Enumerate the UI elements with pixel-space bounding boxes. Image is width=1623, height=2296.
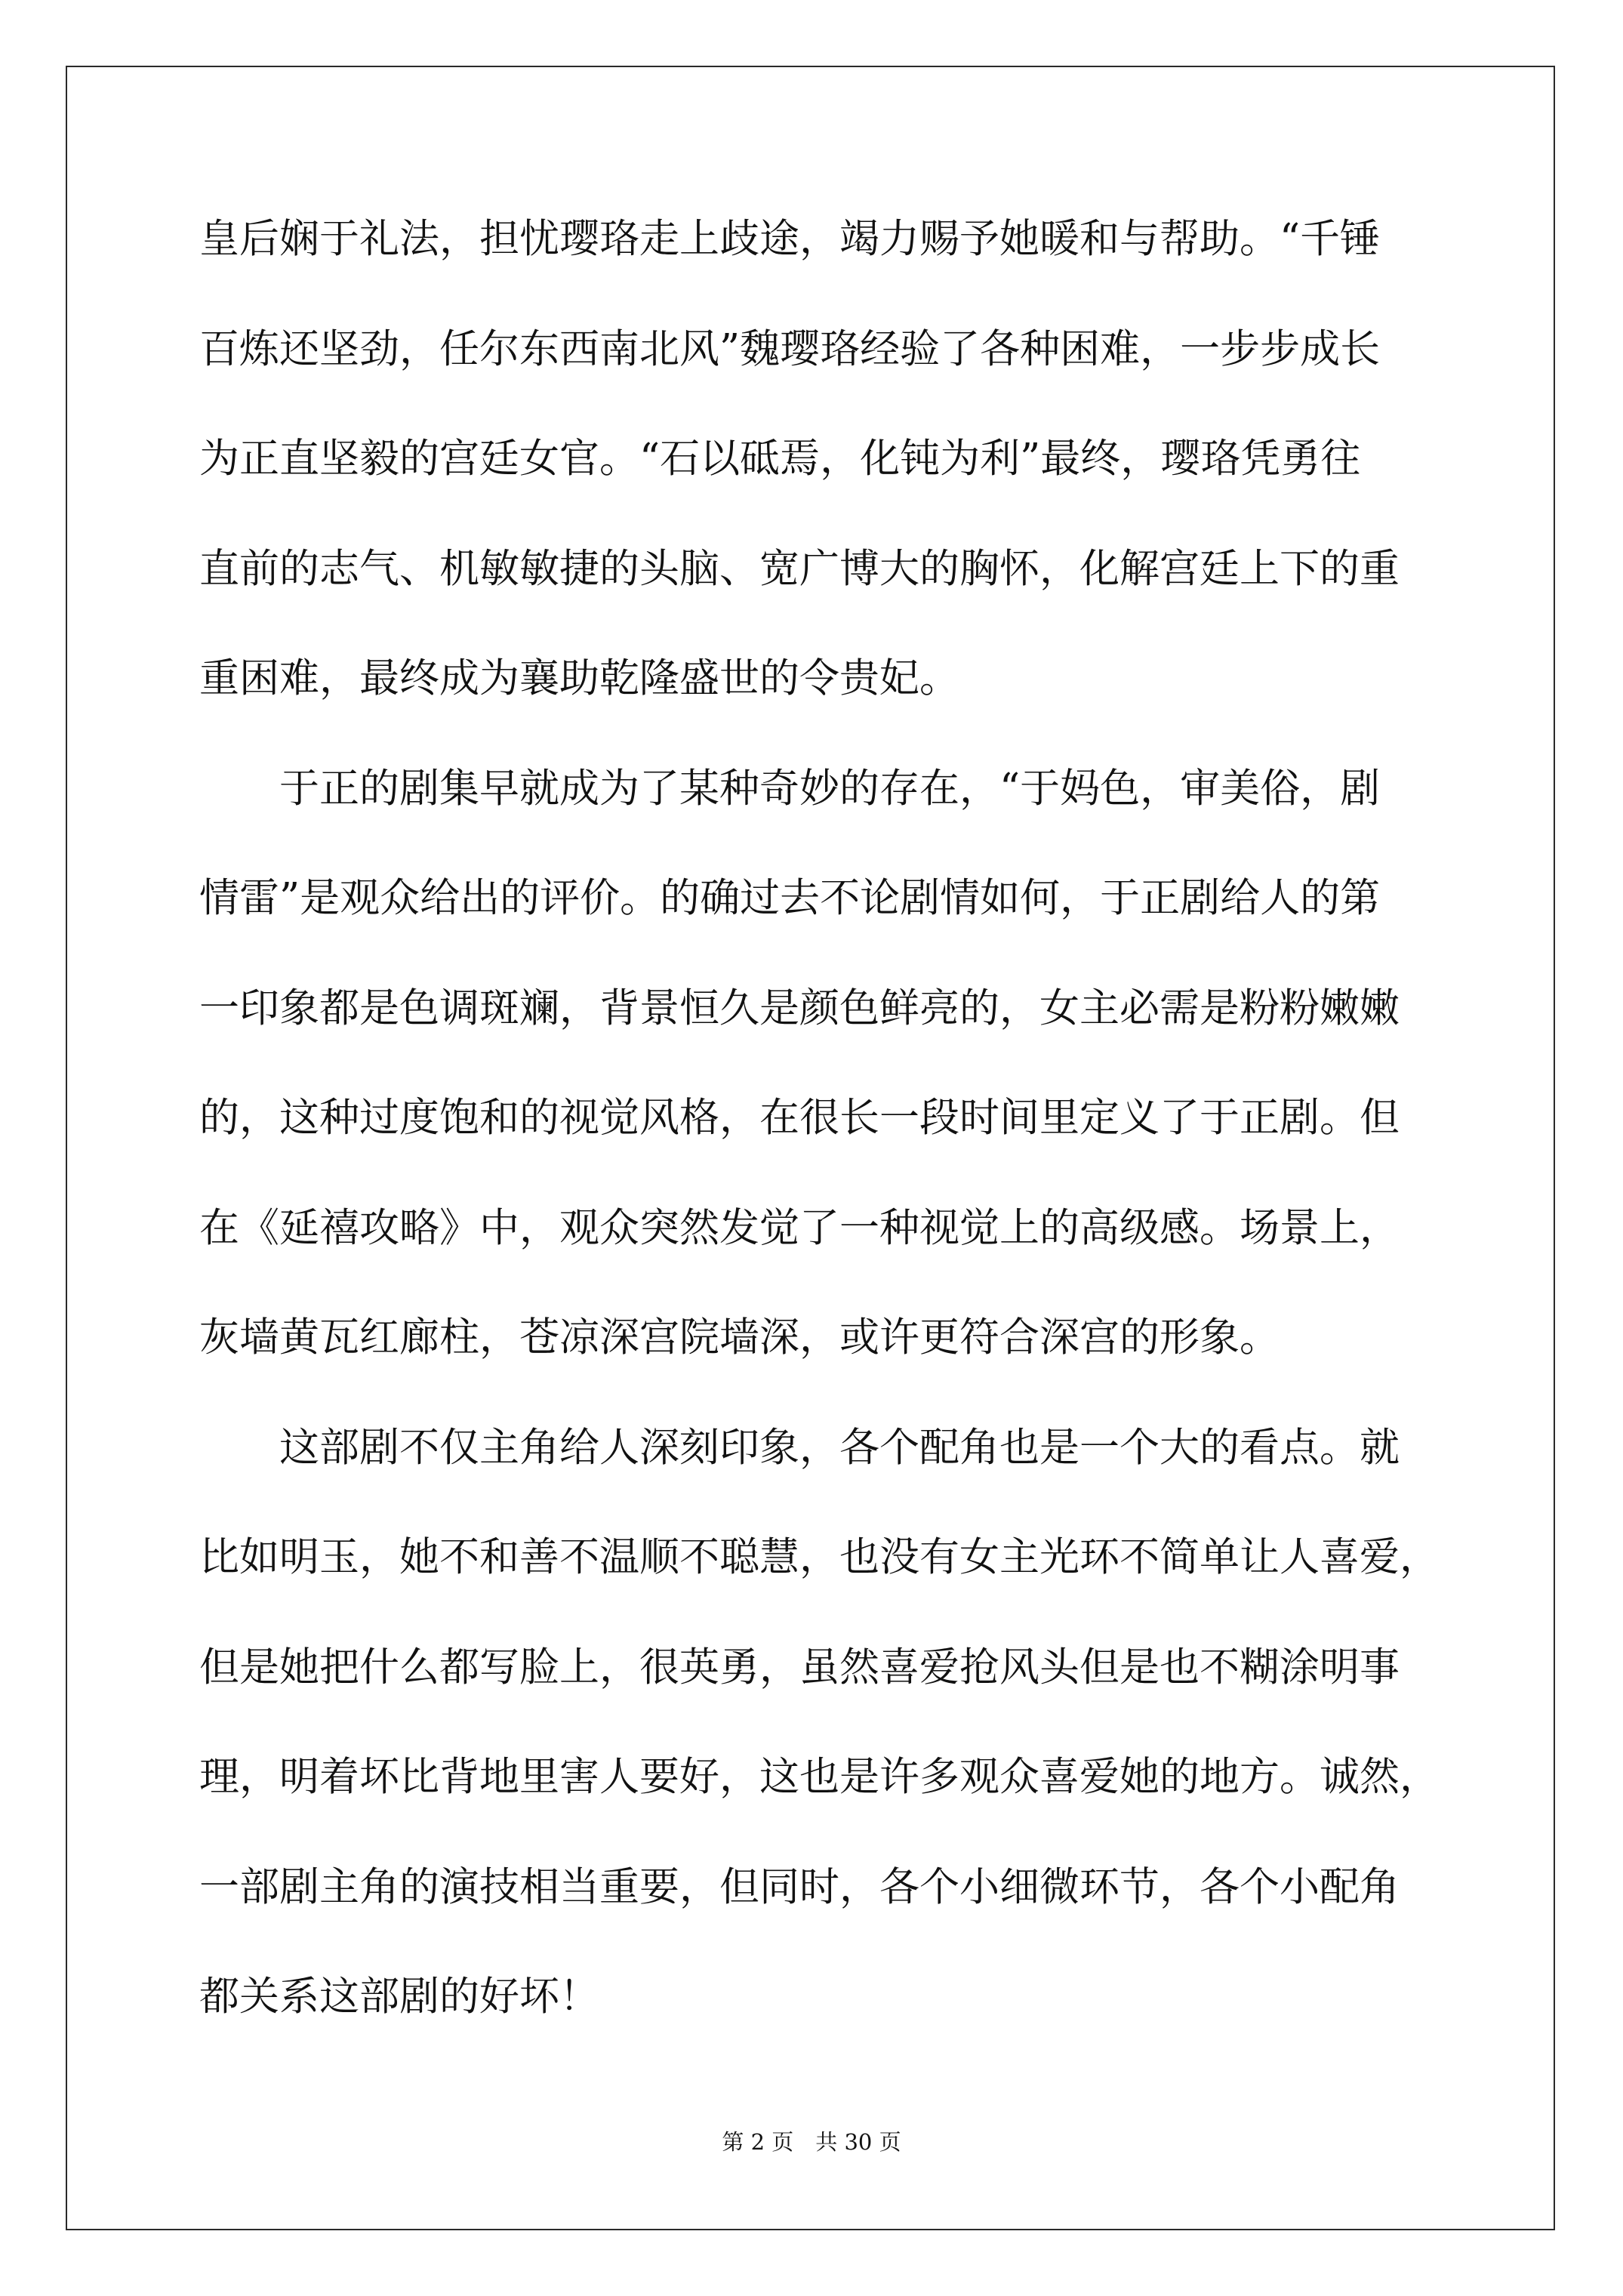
text-line: 的，这种过度饱和的视觉风格，在很长一段时间里定义了于正剧。但 [199,1095,1400,1141]
text-line: 但是她把什么都写脸上，很英勇，虽然喜爱抢风头但是也不糊涂明事 [199,1644,1400,1690]
text-line: 皇后娴于礼法，担忧璎珞走上歧途，竭力赐予她暖和与帮助。“千锤 [199,216,1381,262]
text-line: 灰墙黄瓦红廊柱，苍凉深宫院墙深，或许更符合深宫的形象。 [199,1314,1280,1361]
text-line: 情雷”是观众给出的评价。的确过去不论剧情如何，于正剧给人的第 [199,875,1381,921]
text-line: 百炼还坚劲，任尔东西南北风”魏璎珞经验了各种困难，一步步成长 [199,325,1381,372]
text-line: 直前的志气、机敏敏捷的头脑、宽广博大的胸怀，化解宫廷上下的重 [199,545,1400,592]
text-line: 在《延禧攻略》中，观众突然发觉了一种视觉上的高级感。场景上， [199,1204,1400,1251]
text-line: 于正的剧集早就成为了某种奇妙的存在，“于妈色，审美俗，剧 [199,765,1381,812]
document-body [199,216,1440,2087]
text-line: 理，明着坏比背地里害人要好，这也是许多观众喜爱她的地方。诚然， [199,1754,1440,1800]
text-line: 一部剧主角的演技相当重要，但同时，各个小细微环节，各个小配角 [199,1863,1400,1910]
text-line: 比如明玉，她不和善不温顺不聪慧，也没有女主光环不简单让人喜爱， [199,1534,1440,1580]
page-number-footer: 第 2 页 共 30 页 [722,2129,901,2155]
text-line: 重困难，最终成为襄助乾隆盛世的令贵妃。 [199,655,959,701]
text-line: 都关系这部剧的好坏！ [199,1974,599,2020]
text-line: 为正直坚毅的宫廷女官。“石以砥焉，化钝为利”最终，璎珞凭勇往 [199,436,1361,482]
text-line: 一印象都是色调斑斓，背景恒久是颜色鲜亮的，女主必需是粉粉嫩嫩 [199,985,1400,1031]
text-line: 这部剧不仅主角给人深刻印象，各个配角也是一个大的看点。就 [199,1424,1400,1471]
